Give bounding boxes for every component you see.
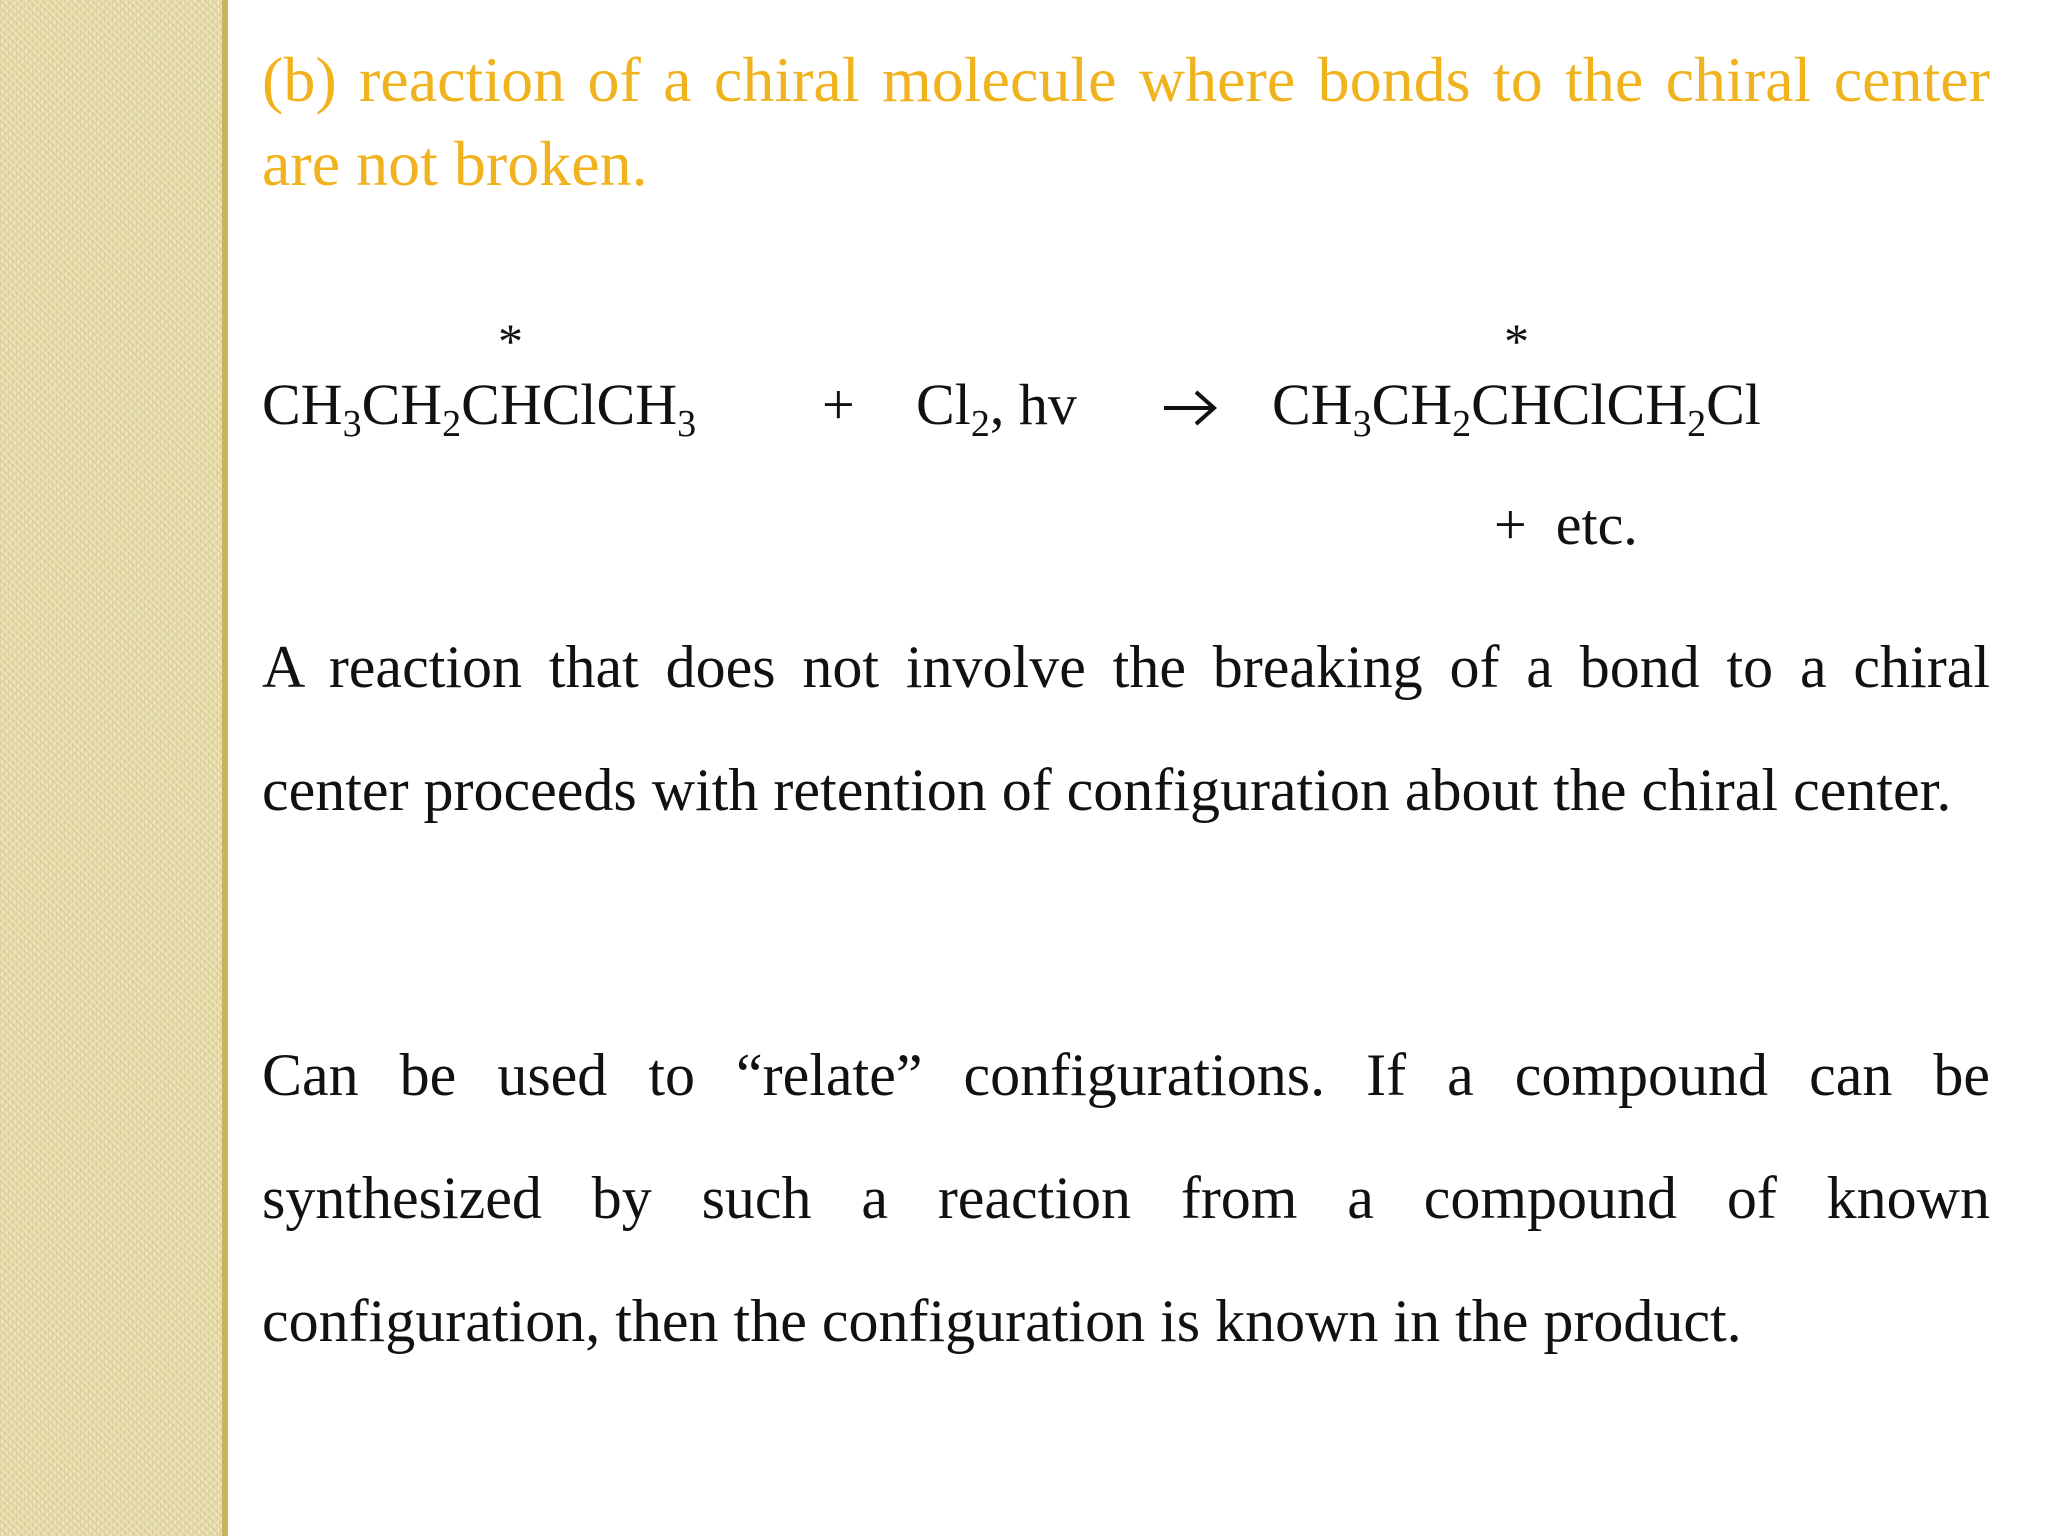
chiral-center-marker-reactant: * xyxy=(498,313,523,369)
plus-sign: + xyxy=(822,372,855,437)
slide-heading: (b) reaction of a chiral molecule where bonds to the chiral center are not broken. xyxy=(262,44,1990,199)
reactant-formula: $CH_3CH_2CHClCH_3$ xyxy=(262,372,697,445)
paragraph-relate-configurations: Can be used to “relate” configurations. If a compound can be synthesized by such a reaction from a compound of known configuration, then the configuration is known in the product. xyxy=(262,1042,1990,1354)
reagent-formula: $Cl_2$, hv xyxy=(916,372,1077,445)
product-formula: $CH_3CH_2CHClCH_2Cl$ xyxy=(1272,372,1761,445)
additional-products: + etc. xyxy=(1494,492,1638,557)
decorative-sidebar xyxy=(0,0,222,1536)
paragraph-retention: A reaction that does not involve the breaking of a bond to a chiral center proceeds with retention of configuration about the chiral center. xyxy=(262,634,1990,823)
reaction-arrow-icon xyxy=(1162,388,1218,428)
chiral-center-marker-product: * xyxy=(1504,313,1529,369)
sidebar-edge xyxy=(222,0,228,1536)
